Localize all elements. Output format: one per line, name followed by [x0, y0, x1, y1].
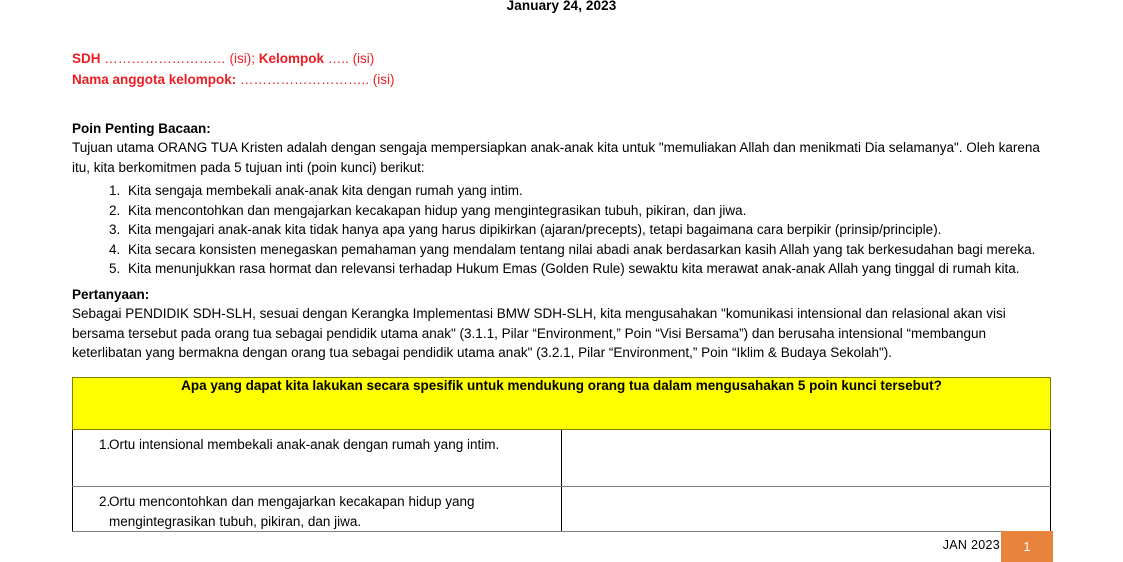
list-item: 1. Kita sengaja membekali anak-anak kita dengan rumah yang intim.: [124, 181, 1047, 201]
table-cell-answer-2[interactable]: [562, 487, 1051, 532]
identification-block: [72, 49, 395, 90]
table-cell-prompt-1: [73, 430, 562, 487]
question-section-paragraph: Sebagai PENDIDIK SDH-SLH, sesuai dengan Kerangka Implementasi BMW SDH-SLH, kita mengusahakan "komunikasi intensional dan relasional akan visi bersama tersebut pada orang tua sebagai pendidik utama anak" (3.1.1, Pilar “Environment,” Poin “Visi Bersama”) dan berusaha intensional “membangun keterlibatan yang bermakna dengan orang tua sebagai pendidik utama anak" (3.2.1, Pilar “Environment,” Poin “Iklim & Budaya Sekolah").: [72, 306, 1006, 360]
row-number-2: 2.: [99, 494, 111, 509]
reading-section-paragraph: Tujuan utama ORANG TUA Kristen adalah dengan sengaja mempersiapkan anak-anak kita untuk "memuliakan Allah dan menikmati Dia selamanya". Oleh karena itu, kita berkomitmen pada 5 tujuan inti (poin kunci) berikut:: [72, 140, 1040, 175]
kelompok-label: Kelompok: [258, 51, 325, 66]
key-points-list: [72, 181, 1047, 279]
kelompok-fill-dots: …..: [324, 51, 353, 66]
table-banner-row: [73, 378, 1051, 430]
document-date-header: January 24, 2023: [506, 0, 617, 13]
identification-line-sdh: [72, 49, 395, 70]
table-cell-answer-1[interactable]: [562, 430, 1051, 487]
list-item: 5. Kita menunjukkan rasa hormat dan relevansi terhadap Hukum Emas (Golden Rule) sewaktu kita merawat anak-anak Allah yang tinggal di rumah kita.: [124, 259, 1047, 279]
footer-page-number: 1: [1001, 531, 1053, 562]
nama-anggota-fill-dots: ………………………..: [236, 71, 373, 87]
table-cell-prompt-2: [73, 487, 562, 532]
sdh-label: SDH: [72, 51, 101, 66]
page-footer: [0, 531, 1123, 562]
sdh-fill-dots: ………………………: [100, 51, 230, 66]
kelompok-isi-hint: (isi): [352, 51, 375, 66]
table-banner-cell: [73, 378, 1051, 430]
question-section: [72, 287, 1040, 363]
reading-section: [72, 121, 1047, 279]
sdh-isi-hint: (isi);: [229, 51, 259, 66]
table-row: [73, 430, 1051, 487]
nama-anggota-isi-hint: (isi): [372, 71, 395, 87]
row-text-2: Ortu mencontohkan dan mengajarkan kecakapan hidup yang mengintegrasikan tubuh, pikiran, dan jiwa.: [109, 494, 475, 529]
list-item: 2. Kita mencontohkan dan mengajarkan kecakapan hidup yang mengintegrasikan tubuh, pikiran, dan jiwa.: [124, 201, 1047, 221]
response-table: [72, 377, 1051, 532]
table-row: [73, 487, 1051, 532]
list-item: 4. Kita secara konsisten menegaskan pemahaman yang mendalam tentang nilai abadi anak berdasarkan kasih Allah yang tak berkesudahan bagi mereka.: [124, 240, 1047, 260]
list-item: 3. Kita mengajari anak-anak kita tidak hanya apa yang harus dipikirkan (ajaran/precepts), tetapi bagaimana cara berpikir (prinsip/principle).: [124, 220, 1047, 240]
question-section-heading: Pertanyaan:: [72, 287, 150, 302]
row-text-1: Ortu intensional membekali anak-anak dengan rumah yang intim.: [109, 437, 500, 452]
footer-date-label: JAN 2023: [942, 538, 1000, 552]
nama-anggota-label: Nama anggota kelompok:: [72, 71, 237, 87]
row-number-1: 1.: [99, 437, 111, 452]
table-banner-text: Apa yang dapat kita lakukan secara spesifik untuk mendukung orang tua dalam mengusahakan 5 poin kunci tersebut?: [181, 378, 942, 393]
identification-line-nama-anggota: [72, 70, 395, 91]
reading-section-heading: Poin Penting Bacaan:: [72, 121, 211, 136]
